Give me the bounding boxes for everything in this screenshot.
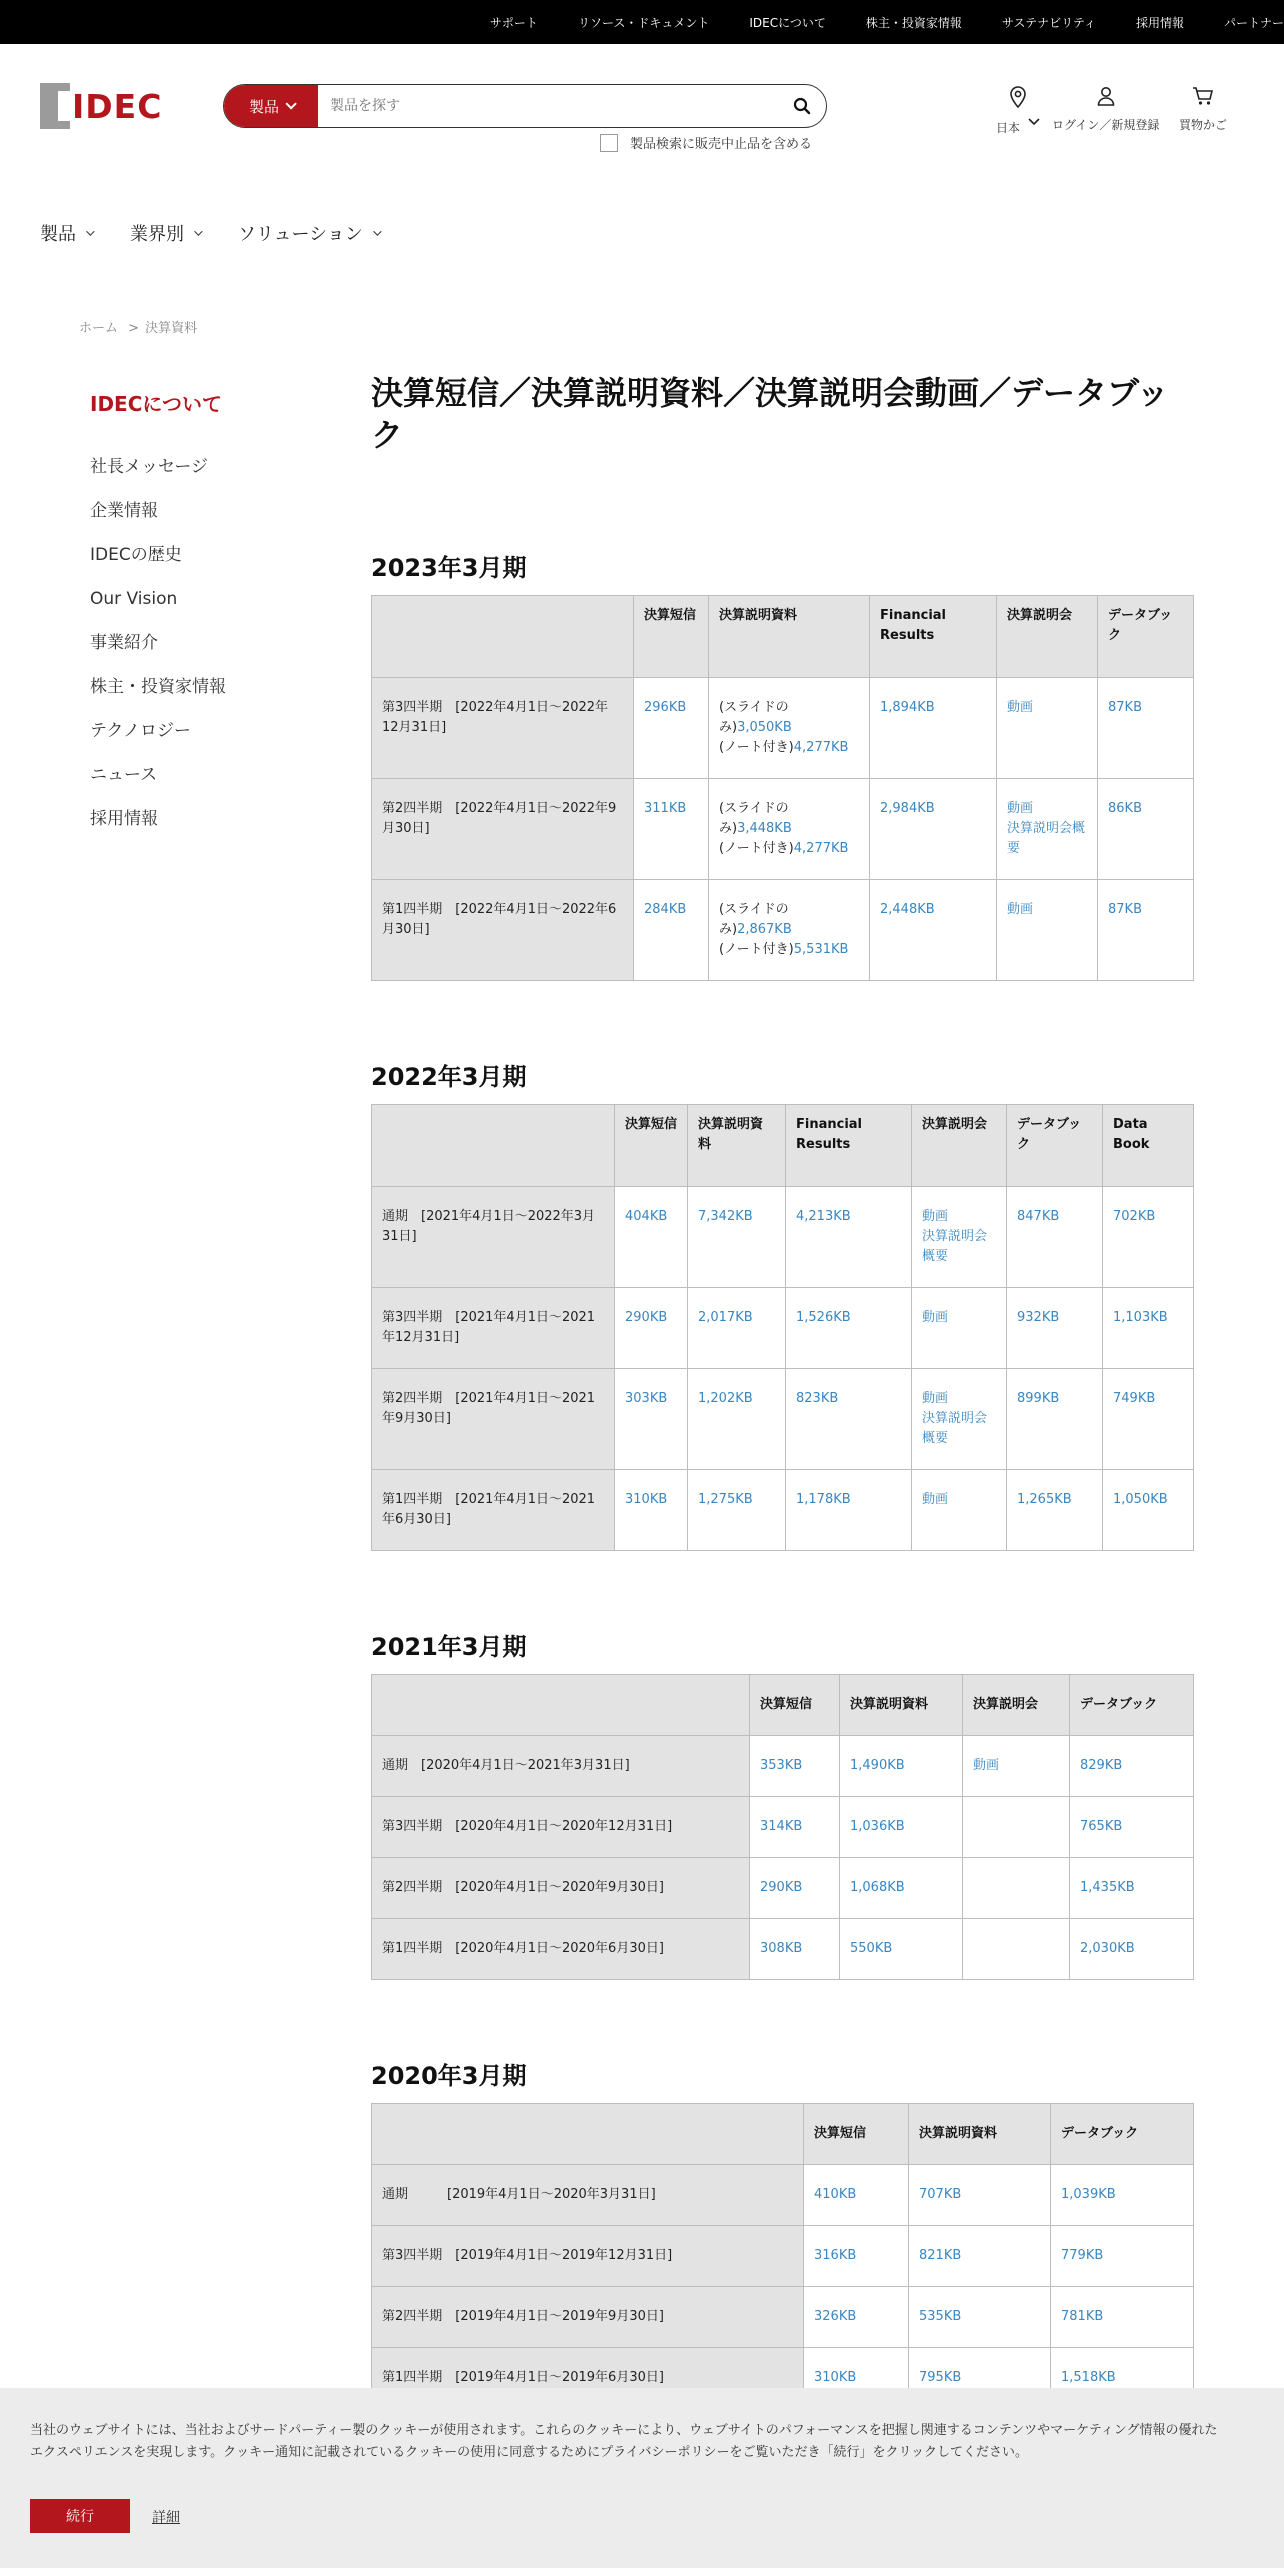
slide-prefix: (スライドのみ) [719,801,789,836]
table-row [372,2287,1194,2348]
topbar-link-support[interactable]: サポート [489,15,538,30]
meeting-summary-link[interactable]: 決算説明会概要 [1007,821,1086,856]
file-link[interactable]: 296KB [644,700,687,715]
table-row [372,678,1194,779]
video-link[interactable]: 動画 [922,1492,949,1507]
column-header: 決算説明会 [997,596,1098,678]
table-row [372,1369,1194,1470]
file-link[interactable]: 1,103KB [1113,1310,1168,1325]
table-row [372,779,1194,880]
period-label: 第1四半期 [2021年4月1日～2021年6月30日] [372,1470,615,1551]
note-prefix: (ノート付き) [719,942,794,957]
period-label: 第2四半期 [2020年4月1日～2020年9月30日] [372,1858,750,1919]
period-label: 通期 [2020年4月1日～2021年3月31日] [372,1736,750,1797]
file-link[interactable]: 303KB [625,1391,668,1406]
cookie-continue-button[interactable]: 続行 [30,2499,130,2533]
file-link[interactable]: 1,490KB [850,1758,905,1773]
period-label: 第2四半期 [2019年4月1日～2019年9月30日] [372,2287,804,2348]
section-fy2020 [371,2056,1193,2409]
user-icon [1097,86,1115,106]
column-header: 決算説明会 [963,1675,1070,1736]
file-link[interactable]: 899KB [1017,1391,1060,1406]
period-label: 第1四半期 [2020年4月1日～2020年6月30日] [372,1919,750,1980]
column-header: データブック [1098,596,1194,678]
column-header: データブック [1007,1105,1103,1187]
sidebar-item-history[interactable]: IDECの歴史 [90,545,182,565]
period-label: 第2四半期 [2021年4月1日～2021年9月30日] [372,1369,615,1470]
sidebar-item-technology[interactable]: テクノロジー [90,721,191,741]
file-link[interactable]: 823KB [796,1391,839,1406]
file-link[interactable]: 821KB [919,2248,962,2263]
section-title: 2023年3月期 [371,554,527,582]
column-header: 決算説明資料 [909,2104,1051,2165]
top-utility-bar [0,0,1284,44]
chevron-down-icon [1028,118,1040,126]
column-header: 決算短信 [750,1675,840,1736]
file-link[interactable]: 4,277KB [793,740,849,755]
file-link[interactable]: 779KB [1061,2248,1104,2263]
nav-item-industries[interactable] [130,220,200,246]
slide-prefix: (スライドのみ) [719,902,789,937]
file-link[interactable]: 749KB [1113,1391,1156,1406]
file-link[interactable]: 86KB [1108,801,1142,816]
column-header: 決算説明資料 [688,1105,786,1187]
meeting-summary-link[interactable]: 決算説明会概要 [922,1229,988,1264]
column-header: 決算短信 [634,596,709,678]
file-link[interactable]: 314KB [760,1819,803,1834]
file-link[interactable]: 290KB [760,1880,803,1895]
table-row [372,1288,1194,1369]
empty-cell [963,1919,1070,1980]
sidebar-item-our-vision[interactable]: Our Vision [90,589,178,609]
results-table-fy2023 [371,595,1194,981]
file-link[interactable]: 1,526KB [796,1310,851,1325]
cart-label: 買物かご [1179,118,1228,132]
logo-text: IDEC [72,86,163,126]
file-link[interactable]: 932KB [1017,1310,1060,1325]
column-header [372,596,634,678]
file-link[interactable]: 847KB [1017,1209,1060,1224]
search-category-dropdown[interactable] [224,85,318,127]
cookie-banner [0,2388,1284,2568]
file-link[interactable]: 1,068KB [850,1880,905,1895]
period-label: 第3四半期 [2021年4月1日～2021年12月31日] [372,1288,615,1369]
file-link[interactable]: 4,213KB [796,1209,851,1224]
slide-prefix: (スライドのみ) [719,700,789,735]
table-row [372,1470,1194,1551]
file-link[interactable]: 1,265KB [1017,1492,1072,1507]
topbar-link-resources[interactable]: リソース・ドキュメント [577,15,710,30]
nav-item-label: ソリューション [238,224,363,245]
period-label: 第2四半期 [2022年4月1日～2022年9月30日] [372,779,634,880]
sidebar-item-company-info[interactable]: 企業情報 [90,501,158,521]
video-link[interactable]: 動画 [1007,700,1034,715]
nav-item-solutions[interactable] [238,220,379,246]
file-link[interactable]: 2,867KB [737,922,792,937]
section-title: 2020年3月期 [371,2062,527,2090]
video-link[interactable]: 動画 [1007,801,1034,816]
file-link[interactable]: 1,050KB [1113,1492,1168,1507]
file-link[interactable]: 550KB [850,1941,893,1956]
file-link[interactable]: 290KB [625,1310,668,1325]
breadcrumb-separator: > [128,321,140,336]
idec-logo[interactable] [40,82,162,130]
breadcrumb-home[interactable]: ホーム [79,321,119,336]
table-row [372,2165,1194,2226]
table-row [372,1797,1194,1858]
video-link[interactable]: 動画 [922,1391,949,1406]
column-header: 決算説明資料 [709,596,870,678]
results-table-fy2021 [371,1674,1194,1980]
file-link[interactable]: 1,202KB [698,1391,753,1406]
chevron-down-icon [86,227,94,235]
file-link[interactable]: 1,039KB [1061,2187,1116,2202]
column-header: Financial Results [870,596,997,678]
note-prefix: (ノート付き) [719,841,794,856]
results-table-fy2020 [371,2103,1194,2409]
file-link[interactable]: 310KB [814,2370,857,2385]
sidebar-item-ir[interactable]: 株主・投資家情報 [90,677,226,697]
file-link[interactable]: 311KB [644,801,687,816]
table-row [372,1919,1194,1980]
search-icon [793,97,811,115]
discontinued-label: 製品検索に販売中止品を含める [630,137,813,152]
file-link[interactable]: 2,017KB [698,1310,753,1325]
file-link[interactable]: 707KB [919,2187,962,2202]
column-header: Data Book [1103,1105,1194,1187]
column-header [372,2104,804,2165]
sidebar-item-news[interactable]: ニュース [90,765,158,785]
period-label: 第3四半期 [2020年4月1日～2020年12月31日] [372,1797,750,1858]
file-link[interactable]: 2,984KB [880,801,935,816]
location-pin-icon [1010,86,1026,108]
cart-icon [1192,86,1214,106]
file-link[interactable]: 326KB [814,2309,857,2324]
file-link[interactable]: 535KB [919,2309,962,2324]
table-row [372,1736,1194,1797]
period-label: 第3四半期 [2022年4月1日～2022年12月31日] [372,678,634,779]
table-row [372,1858,1194,1919]
discontinued-filter [600,133,812,152]
topbar-link-careers[interactable]: 採用情報 [1135,15,1184,30]
file-link[interactable]: 7,342KB [698,1209,753,1224]
column-header [372,1675,750,1736]
nav-item-products[interactable] [40,220,92,246]
period-label: 通期 [2021年4月1日～2022年3月31日] [372,1187,615,1288]
login-label: ログイン／新規登録 [1052,118,1160,132]
file-link[interactable]: 404KB [625,1209,668,1224]
note-prefix: (ノート付き) [719,740,794,755]
country-selector[interactable] [996,86,1040,136]
discontinued-checkbox[interactable] [600,134,618,152]
file-link[interactable]: 795KB [919,2370,962,2385]
video-link[interactable]: 動画 [922,1209,949,1224]
table-row [372,1187,1194,1288]
column-header: データブック [1051,2104,1194,2165]
login-link[interactable] [1052,86,1159,133]
chevron-down-icon [373,227,381,235]
section-fy2021 [371,1627,1193,1980]
topbar-link-sustainability[interactable]: サステナビリティ [1001,15,1096,30]
column-header: 決算短信 [615,1105,688,1187]
file-link[interactable]: 87KB [1108,902,1142,917]
file-link[interactable]: 829KB [1080,1758,1123,1773]
file-link[interactable]: 284KB [644,902,687,917]
column-header: Financial Results [786,1105,912,1187]
file-link[interactable]: 4,277KB [793,841,849,856]
empty-cell [963,1858,1070,1919]
topbar-link-about[interactable]: IDECについて [749,15,826,30]
file-link[interactable]: 1,435KB [1080,1880,1135,1895]
sidebar-item-careers[interactable]: 採用情報 [90,809,158,829]
column-header: 決算短信 [804,2104,909,2165]
search-category-label: 製品 [248,97,279,116]
sidebar-item-president-message[interactable]: 社長メッセージ [90,457,208,477]
column-header: データブック [1070,1675,1194,1736]
file-link[interactable]: 1,036KB [850,1819,905,1834]
file-link[interactable]: 1,178KB [796,1492,851,1507]
table-row [372,2226,1194,2287]
chevron-down-icon [285,98,296,109]
main-content [371,372,1193,2409]
results-table-fy2022 [371,1104,1194,1551]
file-link[interactable]: 702KB [1113,1209,1156,1224]
video-link[interactable]: 動画 [1007,902,1034,917]
file-link[interactable]: 2,448KB [880,902,935,917]
file-link[interactable]: 310KB [625,1492,668,1507]
breadcrumb-current: 決算資料 [145,321,198,336]
column-header [372,1105,615,1187]
meeting-summary-link[interactable]: 決算説明会概要 [922,1411,988,1446]
file-link[interactable]: 3,050KB [737,720,792,735]
period-label: 通期 [2019年4月1日～2020年3月31日] [372,2165,804,2226]
nav-item-label: 製品 [40,224,76,245]
video-link[interactable]: 動画 [922,1310,949,1325]
section-fy2022 [371,1057,1193,1551]
file-link[interactable]: 1,275KB [698,1492,753,1507]
main-nav [40,220,379,246]
topbar-link-partner[interactable]: パートナー [1223,15,1284,30]
logo-mark [40,83,70,129]
cart-link[interactable] [1179,86,1227,133]
column-header: 決算説明会 [912,1105,1007,1187]
file-link[interactable]: 410KB [814,2187,857,2202]
empty-cell [963,1797,1070,1858]
nav-item-label: 業界別 [130,224,184,245]
topbar-link-ir[interactable]: 株主・投資家情報 [865,15,962,30]
file-link[interactable]: 5,531KB [793,942,849,957]
file-link[interactable]: 765KB [1080,1819,1123,1834]
period-label: 第3四半期 [2019年4月1日～2019年12月31日] [372,2226,804,2287]
sidebar [90,388,226,841]
file-link[interactable]: 353KB [760,1758,803,1773]
video-link[interactable]: 動画 [973,1758,1000,1773]
table-row [372,880,1194,981]
file-link[interactable]: 1,518KB [1061,2370,1116,2385]
section-title: 2022年3月期 [371,1063,527,1091]
cookie-text: 当社のウェブサイトには、当社およびサードパーティー製のクッキーが使用されます。これらのクッキーにより、ウェブサイトのパフォーマンスを把握し関連するコンテンツやマーケティング情報の優れたエクスペリエンスを実現します。クッキー通知に記載されているクッキーの使用に同意するためにプライバシーポリシーをご覧いただき「続行」をクリックしてください。 [30,2423,1218,2460]
file-link[interactable]: 781KB [1061,2309,1104,2324]
section-title: 2021年3月期 [371,1633,527,1661]
file-link[interactable]: 316KB [814,2248,857,2263]
cookie-details-link[interactable]: 詳細 [152,2510,180,2526]
sidebar-heading[interactable]: IDECについて [90,392,222,416]
file-link[interactable]: 3,448KB [737,821,792,836]
chevron-down-icon [194,227,202,235]
file-link[interactable]: 87KB [1108,700,1142,715]
breadcrumb [79,317,203,336]
search-button[interactable] [778,85,826,127]
file-link[interactable]: 1,894KB [880,700,935,715]
search-input[interactable] [318,85,778,127]
country-label: 日本 [996,120,1021,135]
section-fy2023 [371,548,1193,981]
period-label: 第1四半期 [2022年4月1日～2022年6月30日] [372,880,634,981]
search-bar [223,84,827,128]
sidebar-item-business[interactable]: 事業紹介 [90,633,158,653]
file-link[interactable]: 308KB [760,1941,803,1956]
file-link[interactable]: 2,030KB [1080,1941,1135,1956]
page-title: 決算短信／決算説明資料／決算説明会動画／データブック [371,374,1169,454]
column-header: 決算説明資料 [840,1675,963,1736]
period-label: 第1四半期 [2019年4月1日～2019年6月30日] [372,2348,804,2409]
